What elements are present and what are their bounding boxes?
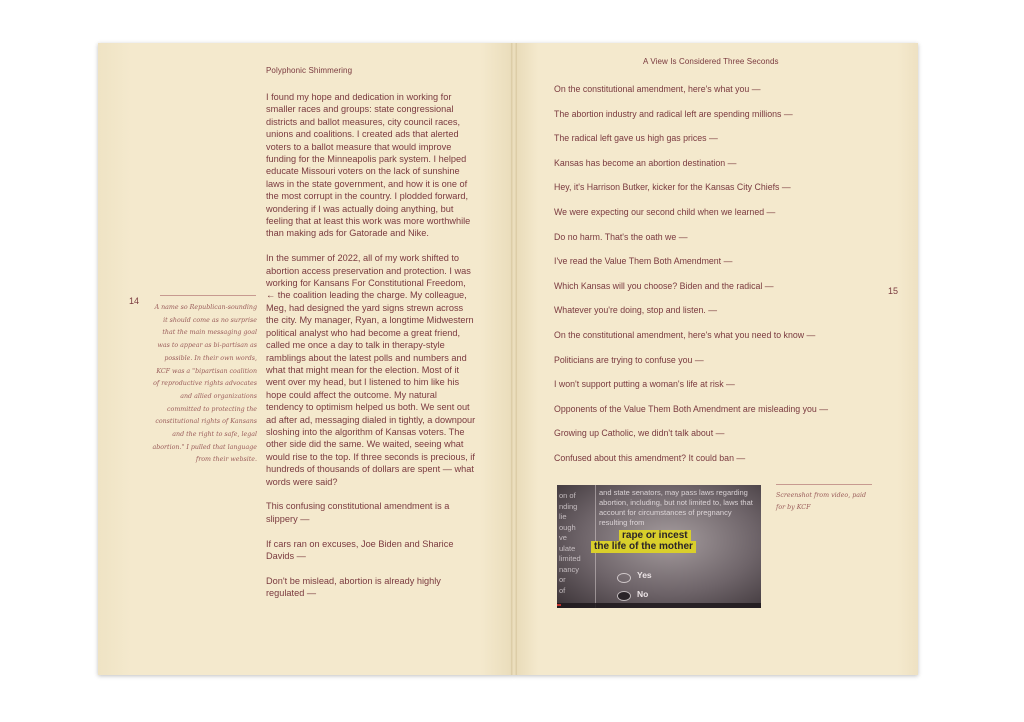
- left-running-head: Polyphonic Shimmering: [266, 66, 353, 75]
- right-page-number: 15: [888, 286, 899, 296]
- ad-line: Growing up Catholic, we didn't talk about —: [554, 428, 725, 439]
- video-left-column-text: on of nding lie ough ve ulate limited nancy or of: [559, 491, 581, 595]
- paragraph: I found my hope and dedication in working for smaller races and groups: state congressional districts and ballot measures, city council races, unions and coalitions. I created ads that alerted voters to a ballot measure that would improve funding for the Minneapolis park system. I helped educate Missouri voters on the lack of sunshine laws in the state government, and how it is one of the most corrupt in the country. I plodded forward, wondering if I was actually doing anything, but feeling that at least this work was more worthwhile than making ads for Gatorade and Nike.: [266, 92, 471, 239]
- book-gutter: [511, 43, 517, 675]
- yes-radio-icon: [617, 573, 631, 583]
- sidenote-rule: [160, 295, 256, 296]
- paragraph: This confusing constitutional amendment is a slippery —: [266, 501, 450, 524]
- paragraph: In the summer of 2022, all of my work shifted to abortion access preservation and protection. I was working for Kansans For Constitutional Freedom, ← the coalition leading the charge. My colleague, Meg, had designed the yard signs strewn across the city. My manager, Ryan, a longtime Midwestern political analyst who had become a great friend, called me once a day to talk in therapy-style ramblings about the latest polls and numbers and what that might mean for the election. Most of it went over my head, but I listened to him like his hope could affect the outcome. My natural tendency to optimism helped us both. We sent out ad after ad, messaging dialed in tightly, a downpour sloshing into the algorithm of Kansas voters. The other side did the same. We waited, seeing what would rise to the top. If three seconds is precious, if hundreds of thousands of dollars are spent — what words were said?: [266, 253, 476, 487]
- ad-line: Whatever you're doing, stop and listen. —: [554, 305, 718, 316]
- ad-line: On the constitutional amendment, here's what you —: [554, 84, 761, 94]
- sidenote: A name so Republican-sounding it should come as no surprise that the main messaging goal was to appear as bi-partisan as possible. In their own words, KCF was a "bipartisan coalition of reproductive rights advocates and allied organizations committed to protecting the constitutional rights of Kansans and the right to safe, legal abortion." I pulled that language from their website.: [152, 304, 257, 464]
- ad-line: The abortion industry and radical left are spending millions —: [554, 108, 793, 119]
- paragraph: Don't be mislead, abortion is already highly regulated —: [266, 575, 441, 599]
- paragraph: If cars ran on excuses, Joe Biden and Sharice Davids —: [266, 538, 454, 561]
- left-page-number: 14: [129, 296, 140, 306]
- video-progress-bar: [557, 603, 761, 608]
- video-highlight-life-of-mother: the life of the mother: [591, 541, 696, 553]
- left-body-text: [266, 91, 476, 612]
- ad-line: I've read the Value Them Both Amendment —: [554, 256, 733, 267]
- ad-line: I won't support putting a woman's life at risk —: [554, 379, 735, 390]
- video-screenshot: [557, 485, 761, 608]
- video-caption: Screenshot from video, paid for by KCF: [776, 492, 867, 511]
- ad-line: Hey, it's Harrison Butker, kicker for the Kansas City Chiefs —: [554, 182, 791, 193]
- video-no-label: No: [637, 589, 649, 599]
- ad-lines-list: [554, 82, 874, 476]
- ad-line: The radical left gave us high gas prices —: [554, 133, 718, 144]
- video-ballot-text: and state senators, may pass laws regarding abortion, including, but not limited to, laws that account for circumstances of pregnancy resulting from: [599, 488, 753, 527]
- ad-line: Opponents of the Value Them Both Amendment are misleading you —: [554, 403, 829, 414]
- ad-line: Politicians are trying to confuse you —: [554, 354, 704, 365]
- ad-line: On the constitutional amendment, here's what you need to know —: [554, 329, 816, 340]
- ad-line: We were expecting our second child when we learned —: [554, 206, 776, 217]
- no-radio-icon: [617, 591, 631, 601]
- caption-rule: [776, 484, 872, 485]
- ad-line: Which Kansas will you choose? Biden and the radical —: [554, 280, 774, 291]
- right-running-head: A View Is Considered Three Seconds: [643, 57, 779, 66]
- video-progress-fill: [557, 604, 561, 606]
- ad-line: Confused about this amendment? It could ban —: [554, 452, 746, 463]
- ad-line: Kansas has become an abortion destination —: [554, 157, 737, 168]
- video-highlight-rape-or-incest: rape or incest: [619, 530, 691, 542]
- ad-line: Do no harm. That's the oath we —: [554, 231, 688, 242]
- video-yes-label: Yes: [637, 570, 652, 580]
